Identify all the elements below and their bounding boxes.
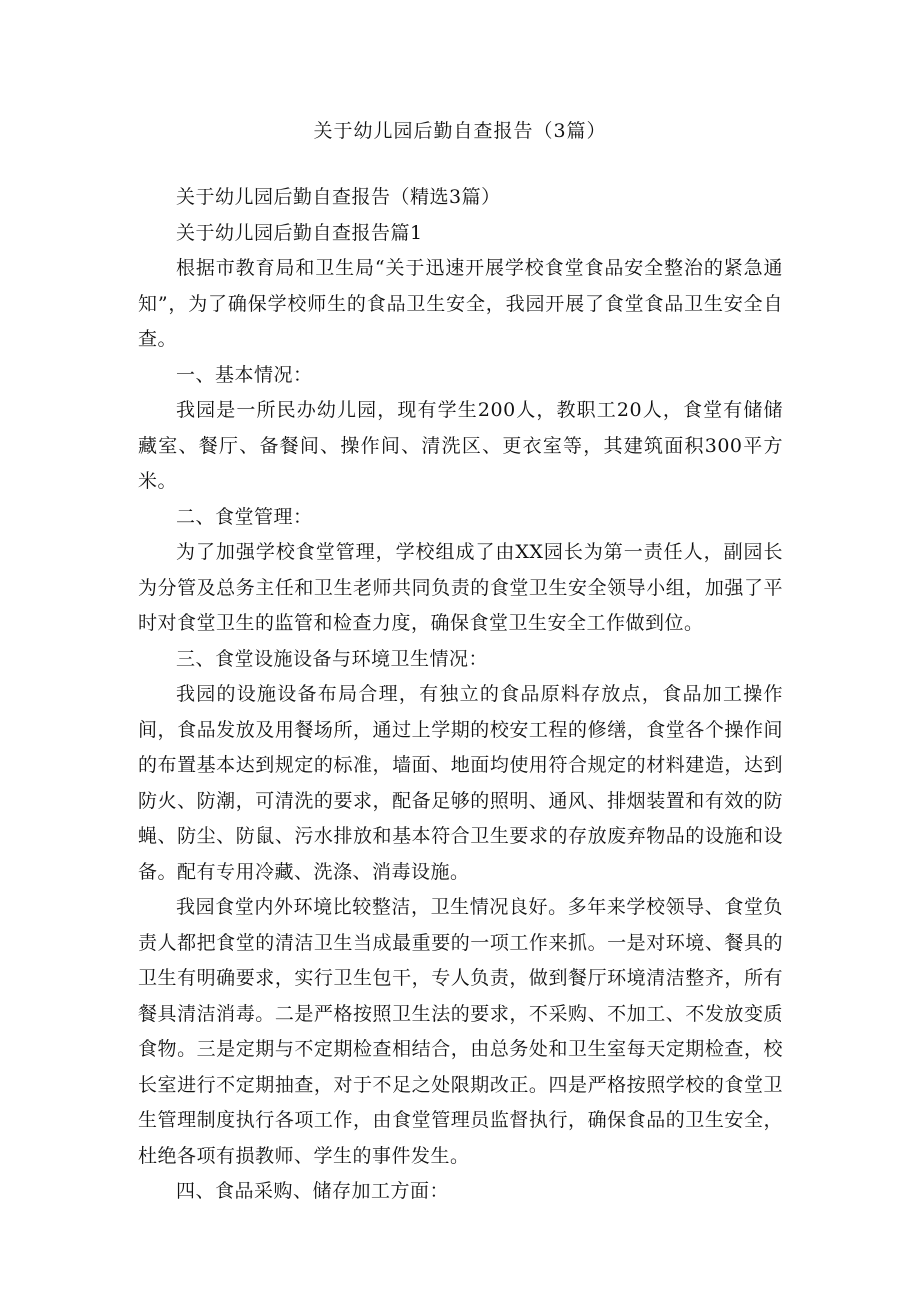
paragraph-basic-situation: 我园是一所民办幼儿园，现有学生200人，教职工20人，食堂有储储藏室、餐厅、备餐间、操作间、清洗区、更衣室等，其建筑面积300平方米。 (138, 399, 783, 492)
paragraph-environment: 我园食堂内外环境比较整洁，卫生情况良好。多年来学校领导、食堂负责人都把食堂的清洁卫生当成最重要的一项工作来抓。一是对环境、餐具的卫生有明确要求，实行卫生包干，专人负责，做到餐厅环境清洁整齐，所有餐具清洁消毒。二是严格按照卫生法的要求，不采购、不加工、不发放变质食物。三是定期与不定期检查相结合，由总务处和卫生室每天定期检查，校长室进行不定期抽查，对于不足之处限期改正。四是严格按照学校的食堂卫生管理制度执行各项工作，由食堂管理员监督执行，确保食品的卫生安全，杜绝各项有损教师、学生的事件发生。 (138, 896, 783, 1167)
paragraph-facilities: 我园的设施设备布局合理，有独立的食品原料存放点，食品加工操作间，食品发放及用餐场所，通过上学期的校安工程的修缮，食堂各个操作间的布置基本达到规定的标准，墙面、地面均使用符合规定的材料建造，达到防火、防潮，可清洗的要求，配备足够的照明、通风、排烟装置和有效的防蝇、防尘、防鼠、污水排放和基本符合卫生要求的存放废弃物品的设施和设备。配有专用冷藏、洗涤、消毒设施。 (138, 683, 783, 883)
document-body (138, 180, 783, 1210)
heading-procurement: 四、食品采购、储存加工方面： (176, 1180, 450, 1202)
paragraph-section-heading: 关于幼儿园后勤自查报告篇1 (176, 221, 423, 244)
heading-facilities: 三、食堂设施设备与环境卫生情况： (176, 647, 489, 670)
paragraph-subtitle: 关于幼儿园后勤自查报告（精选3篇） (176, 186, 501, 208)
heading-canteen-management: 二、食堂管理： (176, 505, 313, 528)
document-title: 关于幼儿园后勤自查报告（3篇） (313, 120, 607, 142)
paragraph-canteen-management: 为了加强学校食堂管理，学校组成了由XX园长为第一责任人，副园长为分管及总务主任和卫生老师共同负责的食堂卫生安全领导小组，加强了平时对食堂卫生的监管和检查力度，确保食堂卫生安全工作做到位。 (138, 541, 783, 634)
heading-basic-situation: 一、基本情况： (176, 363, 313, 386)
paragraph-intro: 根据市教育局和卫生局“关于迅速开展学校食堂食品安全整治的紧急通知”，为了确保学校师生的食品卫生安全，我园开展了食堂食品卫生安全自查。 (138, 257, 783, 350)
